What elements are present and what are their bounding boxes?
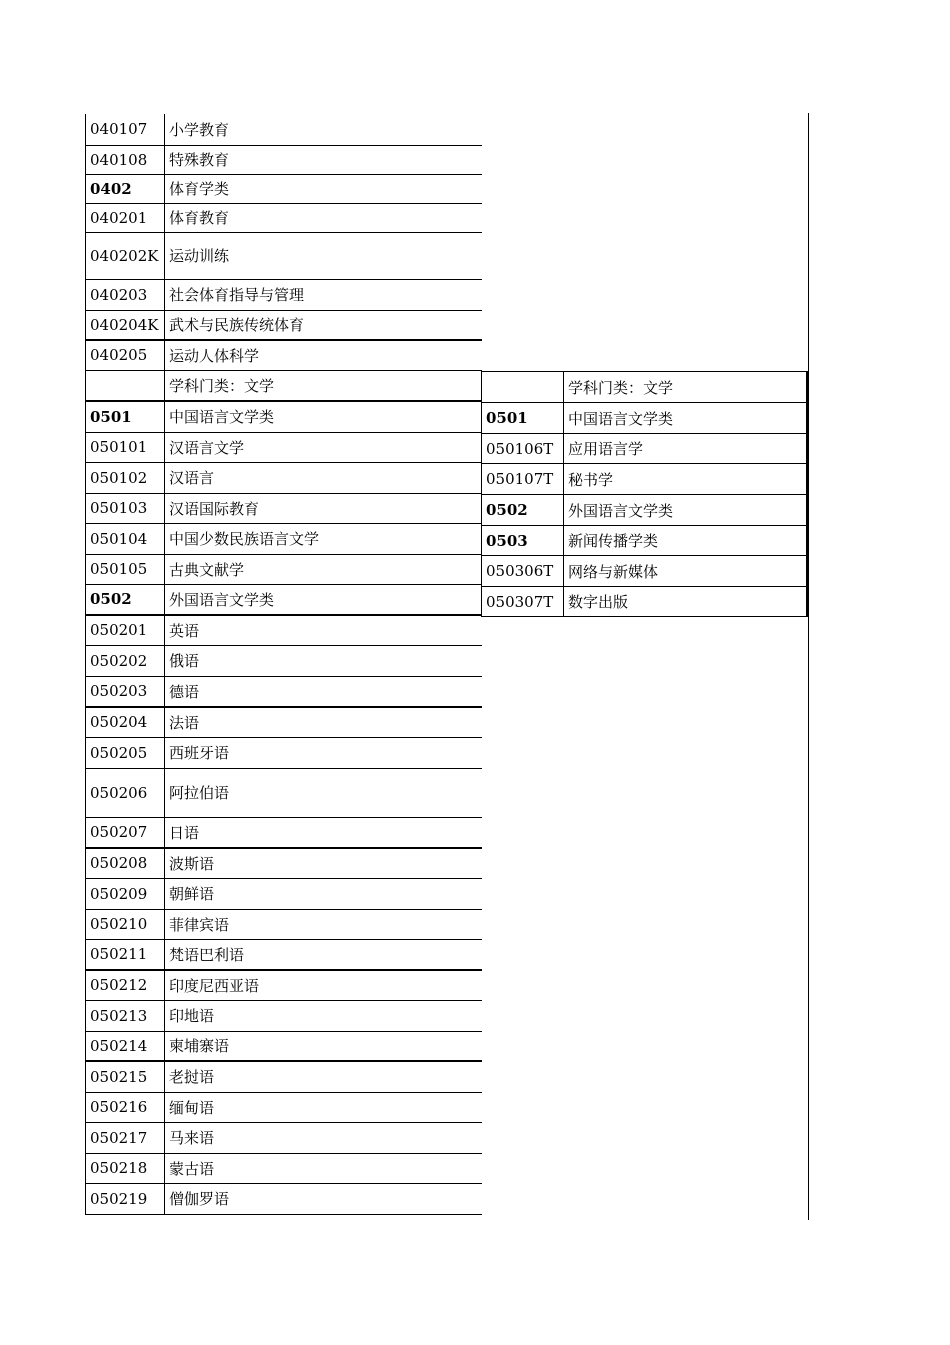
left-row	[86, 462, 483, 493]
left-row	[86, 584, 483, 615]
major-code: 050208	[86, 848, 165, 878]
major-code	[482, 372, 564, 403]
major-name: 汉语国际教育	[165, 493, 483, 523]
left-row	[86, 909, 483, 939]
major-name: 蒙古语	[165, 1153, 483, 1183]
right-row	[482, 526, 808, 556]
major-code: 040204K	[86, 310, 165, 340]
right-row	[482, 403, 808, 434]
left-row	[86, 1061, 483, 1092]
major-code: 0501	[86, 401, 165, 432]
left-row	[86, 114, 483, 145]
major-name: 社会体育指导与管理	[165, 279, 483, 310]
left-row	[86, 523, 483, 554]
major-code: 040201	[86, 203, 165, 232]
major-code: 050209	[86, 878, 165, 909]
left-row	[86, 1122, 483, 1153]
major-name: 俄语	[165, 645, 483, 676]
left-row	[86, 848, 483, 878]
major-code: 050215	[86, 1061, 165, 1092]
major-name: 西班牙语	[165, 737, 483, 768]
major-name: 运动训练	[165, 232, 483, 279]
right-row	[482, 587, 808, 617]
major-name: 老挝语	[165, 1061, 483, 1092]
major-name: 僧伽罗语	[165, 1183, 483, 1214]
right-row	[482, 556, 808, 587]
left-row	[86, 878, 483, 909]
major-name: 朝鲜语	[165, 878, 483, 909]
left-row	[86, 370, 483, 401]
major-code: 050106T	[482, 434, 564, 464]
major-code: 050216	[86, 1092, 165, 1122]
major-name: 中国少数民族语言文学	[165, 523, 483, 554]
major-code: 050214	[86, 1031, 165, 1061]
major-code: 040107	[86, 114, 165, 145]
category-heading: 学科门类：文学	[165, 370, 483, 401]
major-name: 日语	[165, 817, 483, 848]
right-row	[482, 434, 808, 464]
major-name: 古典文献学	[165, 554, 483, 584]
major-code: 040203	[86, 279, 165, 310]
major-name: 新闻传播学类	[564, 526, 808, 556]
major-code: 050217	[86, 1122, 165, 1153]
major-code: 0402	[86, 174, 165, 203]
major-name: 秘书学	[564, 464, 808, 495]
left-row	[86, 939, 483, 970]
major-name: 菲律宾语	[165, 909, 483, 939]
major-code: 050102	[86, 462, 165, 493]
major-name: 柬埔寨语	[165, 1031, 483, 1061]
major-name: 体育教育	[165, 203, 483, 232]
major-code: 0502	[86, 584, 165, 615]
major-name: 小学教育	[165, 114, 483, 145]
category-heading: 学科门类：文学	[564, 372, 808, 403]
major-code: 050206	[86, 768, 165, 817]
major-code: 050203	[86, 676, 165, 707]
major-name: 外国语言文学类	[165, 584, 483, 615]
major-name: 印地语	[165, 1000, 483, 1031]
left-row	[86, 310, 483, 340]
right-row	[482, 495, 808, 526]
left-row	[86, 737, 483, 768]
major-code: 050211	[86, 939, 165, 970]
major-name: 运动人体科学	[165, 340, 483, 370]
major-name: 外国语言文学类	[564, 495, 808, 526]
left-row	[86, 1092, 483, 1122]
major-code	[86, 370, 165, 401]
left-row	[86, 279, 483, 310]
major-code: 050204	[86, 707, 165, 737]
left-row	[86, 817, 483, 848]
major-code: 050213	[86, 1000, 165, 1031]
major-code: 050306T	[482, 556, 564, 587]
major-code: 0503	[482, 526, 564, 556]
right-row	[482, 464, 808, 495]
major-code: 050202	[86, 645, 165, 676]
major-name: 波斯语	[165, 848, 483, 878]
major-name: 英语	[165, 615, 483, 645]
major-code: 050105	[86, 554, 165, 584]
major-name: 德语	[165, 676, 483, 707]
major-code: 040108	[86, 145, 165, 174]
major-name: 汉语言	[165, 462, 483, 493]
major-code: 050218	[86, 1153, 165, 1183]
left-row	[86, 432, 483, 462]
left-row	[86, 676, 483, 707]
left-row	[86, 970, 483, 1000]
major-table-left	[85, 114, 482, 1215]
right-row	[482, 372, 808, 403]
major-name: 阿拉伯语	[165, 768, 483, 817]
major-name: 网络与新媒体	[564, 556, 808, 587]
major-name: 梵语巴利语	[165, 939, 483, 970]
left-row	[86, 203, 483, 232]
major-code: 050210	[86, 909, 165, 939]
left-row	[86, 493, 483, 523]
left-row	[86, 1031, 483, 1061]
major-code: 040205	[86, 340, 165, 370]
left-row	[86, 768, 483, 817]
major-code: 050219	[86, 1183, 165, 1214]
major-code: 0502	[482, 495, 564, 526]
major-name: 中国语言文学类	[165, 401, 483, 432]
major-code: 050212	[86, 970, 165, 1000]
left-row	[86, 174, 483, 203]
left-row	[86, 554, 483, 584]
left-row	[86, 1153, 483, 1183]
major-name: 印度尼西亚语	[165, 970, 483, 1000]
major-code: 050207	[86, 817, 165, 848]
major-name: 应用语言学	[564, 434, 808, 464]
major-name: 特殊教育	[165, 145, 483, 174]
major-name: 汉语言文学	[165, 432, 483, 462]
major-name: 体育学类	[165, 174, 483, 203]
left-row	[86, 645, 483, 676]
major-code: 050201	[86, 615, 165, 645]
left-row	[86, 1000, 483, 1031]
left-row	[86, 615, 483, 645]
major-name: 缅甸语	[165, 1092, 483, 1122]
left-row	[86, 707, 483, 737]
major-code: 050103	[86, 493, 165, 523]
major-code: 050107T	[482, 464, 564, 495]
major-code: 050205	[86, 737, 165, 768]
major-code: 0501	[482, 403, 564, 434]
major-name: 马来语	[165, 1122, 483, 1153]
major-name: 中国语言文学类	[564, 403, 808, 434]
major-code: 050104	[86, 523, 165, 554]
major-table-right	[481, 371, 808, 617]
left-row	[86, 401, 483, 432]
left-row	[86, 145, 483, 174]
major-name: 法语	[165, 707, 483, 737]
page-border-right	[808, 113, 809, 1220]
major-code: 040202K	[86, 232, 165, 279]
left-row	[86, 340, 483, 370]
left-row	[86, 1183, 483, 1214]
major-code: 050101	[86, 432, 165, 462]
major-code: 050307T	[482, 587, 564, 617]
major-name: 数字出版	[564, 587, 808, 617]
major-name: 武术与民族传统体育	[165, 310, 483, 340]
left-row	[86, 232, 483, 279]
